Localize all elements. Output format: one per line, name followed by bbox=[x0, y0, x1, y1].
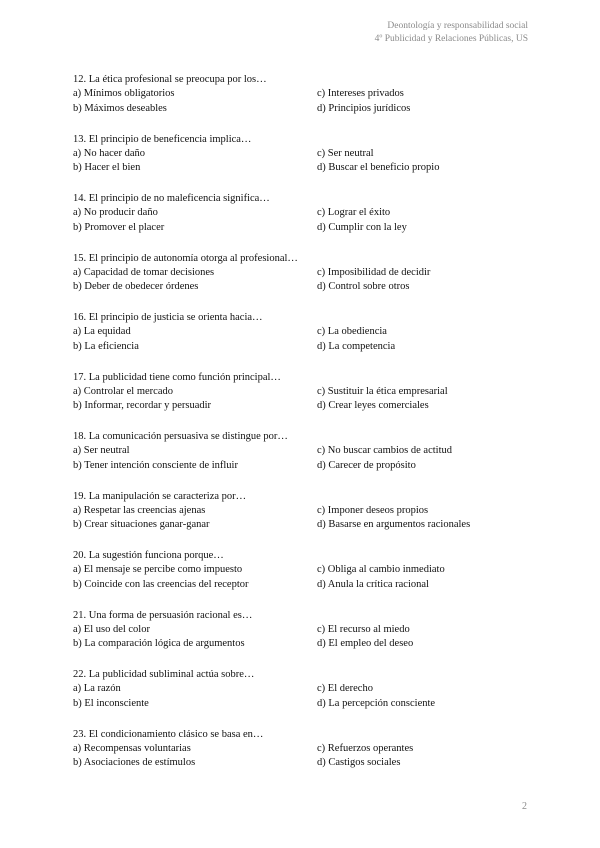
option-c: c) La obediencia bbox=[317, 326, 387, 337]
question-text: 15. El principio de autonomía otorga al profesional… bbox=[73, 252, 298, 264]
page-header bbox=[375, 20, 528, 46]
option-c: c) Imposibilidad de decidir bbox=[317, 266, 431, 278]
question-text: 13. El principio de beneficencia implica… bbox=[73, 133, 252, 145]
header-degree: 4º Publicidad y Relaciones Públicas, US bbox=[374, 34, 528, 44]
option-b: b) La eficiencia bbox=[73, 340, 139, 352]
option-b: b) Máximos deseables bbox=[73, 102, 167, 114]
option-c: c) Intereses privados bbox=[317, 88, 404, 99]
page-number: 2 bbox=[522, 801, 527, 812]
option-b: b) La comparación lógica de argumentos bbox=[73, 638, 245, 649]
header-course-title: Deontología y responsabilidad social bbox=[387, 21, 528, 31]
option-b: b) Tener intención consciente de influir bbox=[73, 459, 238, 471]
question-text: 17. La publicidad tiene como función principal… bbox=[73, 371, 281, 383]
option-d: d) Castigos sociales bbox=[317, 757, 401, 768]
question-18 bbox=[73, 429, 533, 473]
option-b: b) Hacer el bien bbox=[73, 162, 141, 173]
question-text: 21. Una forma de persuasión racional es… bbox=[73, 609, 253, 621]
option-a: a) No producir daño bbox=[73, 207, 158, 218]
option-c: c) Refuerzos operantes bbox=[317, 742, 414, 754]
option-c: c) El recurso al miedo bbox=[317, 623, 410, 635]
option-c: c) Imponer deseos propios bbox=[317, 504, 429, 516]
option-d: d) Buscar el beneficio propio bbox=[317, 162, 440, 173]
option-d: d) Anula la crítica racional bbox=[317, 578, 429, 590]
option-a: a) La razón bbox=[73, 683, 121, 694]
option-b: b) Crear situaciones ganar-ganar bbox=[73, 519, 210, 530]
option-b: b) Deber de obedecer órdenes bbox=[73, 281, 199, 292]
question-text: 23. El condicionamiento clásico se basa en… bbox=[73, 728, 264, 740]
option-c: c) No buscar cambios de actitud bbox=[317, 445, 452, 456]
option-d: d) La percepción consciente bbox=[317, 697, 436, 709]
question-14 bbox=[73, 191, 533, 235]
question-23 bbox=[73, 727, 533, 771]
option-a: a) El mensaje se percibe como impuesto bbox=[73, 564, 243, 575]
question-21 bbox=[73, 608, 533, 652]
option-a: a) Controlar el mercado bbox=[73, 385, 173, 397]
option-d: d) Cumplir con la ley bbox=[317, 221, 407, 233]
option-c: c) Lograr el éxito bbox=[317, 207, 391, 218]
option-b: b) Asociaciones de estímulos bbox=[73, 757, 196, 768]
option-d: d) Principios jurídicos bbox=[317, 102, 411, 114]
option-c: c) Sustituir la ética empresarial bbox=[317, 385, 448, 397]
option-a: a) Ser neutral bbox=[73, 445, 130, 456]
question-text: 22. La publicidad subliminal actúa sobre… bbox=[73, 669, 255, 680]
question-15 bbox=[73, 251, 533, 295]
question-17 bbox=[73, 370, 533, 414]
option-d: d) El empleo del deseo bbox=[317, 638, 414, 649]
question-12 bbox=[73, 72, 533, 116]
option-c: c) Obliga al cambio inmediato bbox=[317, 564, 445, 575]
option-a: a) Mínimos obligatorios bbox=[73, 88, 175, 99]
question-20 bbox=[73, 548, 533, 592]
option-d: d) Control sobre otros bbox=[317, 281, 410, 292]
option-d: d) Basarse en argumentos racionales bbox=[317, 519, 471, 530]
question-19 bbox=[73, 489, 533, 533]
option-d: d) La competencia bbox=[317, 340, 396, 352]
option-a: a) Recompensas voluntarias bbox=[73, 742, 191, 754]
option-b: b) El inconsciente bbox=[73, 697, 149, 709]
question-text: 18. La comunicación persuasiva se distingue por… bbox=[73, 431, 288, 442]
question-text: 19. La manipulación se caracteriza por… bbox=[73, 490, 247, 502]
question-22 bbox=[73, 667, 533, 711]
question-13 bbox=[73, 132, 533, 176]
option-b: b) Informar, recordar y persuadir bbox=[73, 400, 212, 411]
option-a: a) Respetar las creencias ajenas bbox=[73, 504, 206, 516]
option-a: a) La equidad bbox=[73, 326, 131, 337]
option-d: d) Crear leyes comerciales bbox=[317, 400, 429, 411]
question-text: 14. El principio de no maleficencia significa… bbox=[73, 193, 270, 204]
option-a: a) No hacer daño bbox=[73, 147, 146, 159]
question-text: 20. La sugestión funciona porque… bbox=[73, 550, 224, 561]
question-list bbox=[73, 72, 533, 786]
question-16 bbox=[73, 310, 533, 354]
option-b: b) Coincide con las creencias del receptor bbox=[73, 578, 249, 590]
option-c: c) Ser neutral bbox=[317, 147, 374, 159]
question-text: 16. El principio de justicia se orienta hacia… bbox=[73, 312, 263, 323]
option-a: a) Capacidad de tomar decisiones bbox=[73, 266, 215, 278]
question-text: 12. La ética profesional se preocupa por los… bbox=[73, 74, 267, 85]
option-b: b) Promover el placer bbox=[73, 221, 165, 233]
option-a: a) El uso del color bbox=[73, 623, 150, 635]
option-d: d) Carecer de propósito bbox=[317, 459, 416, 471]
option-c: c) El derecho bbox=[317, 683, 373, 694]
